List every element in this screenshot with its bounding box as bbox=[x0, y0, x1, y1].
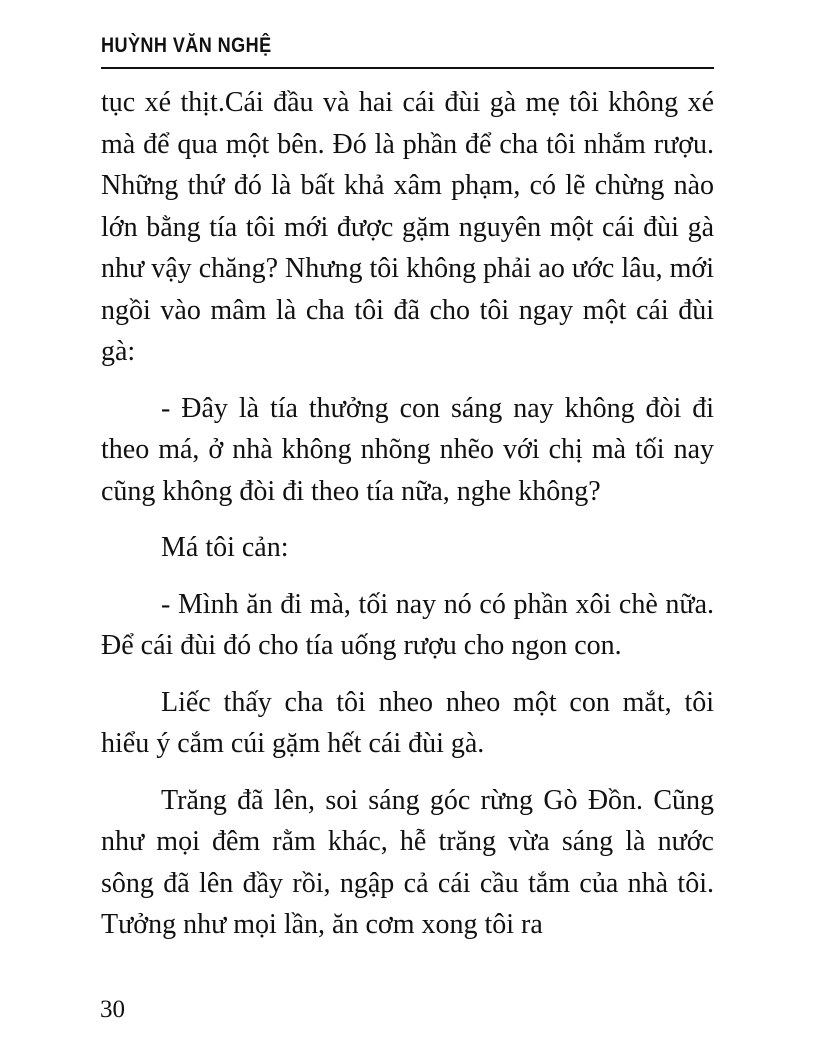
body-text bbox=[101, 82, 714, 946]
paragraph-4: - Mình ăn đi mà, tối nay nó có phần xôi chè nữa. Để cái đùi đó cho tía uống rượu cho ngon con. bbox=[101, 588, 714, 661]
paragraph-5: Liếc thấy cha tôi nheo nheo một con mắt, tôi hiểu ý cắm cúi gặm hết cái đùi gà. bbox=[101, 686, 714, 759]
header-rule bbox=[101, 67, 714, 69]
paragraph-3: Má tôi cản: bbox=[161, 532, 289, 563]
paragraph-6: Trăng đã lên, soi sáng góc rừng Gò Đồn. Cũng như mọi đêm rằm khác, hễ trăng vừa sáng là nước sông đã lên đầy rồi, ngập cả cái cầu tắm của nhà tôi. Tưởng như mọi lần, ăn cơm xong tôi ra bbox=[101, 784, 714, 940]
running-head-title: HUỲNH VĂN NGHỆ bbox=[101, 34, 272, 57]
page-number: 30 bbox=[100, 996, 125, 1023]
paragraph-2: - Đây là tía thưởng con sáng nay không đòi đi theo má, ở nhà không nhõng nhẽo với chị mà tối nay cũng không đòi đi theo tía nữa, nghe không? bbox=[101, 392, 714, 507]
paragraph-1: tục xé thịt.Cái đầu và hai cái đùi gà mẹ tôi không xé mà để qua một bên. Đó là phần để cha tôi nhắm rượu. Những thứ đó là bất khả xâm phạm, có lẽ chừng nào lớn bằng tía tôi mới được gặm nguyên một cái đùi gà như vậy chăng? Nhưng tôi không phải ao ước lâu, mới ngồi vào mâm là cha tôi đã cho tôi ngay một cái đùi gà: bbox=[101, 87, 714, 367]
